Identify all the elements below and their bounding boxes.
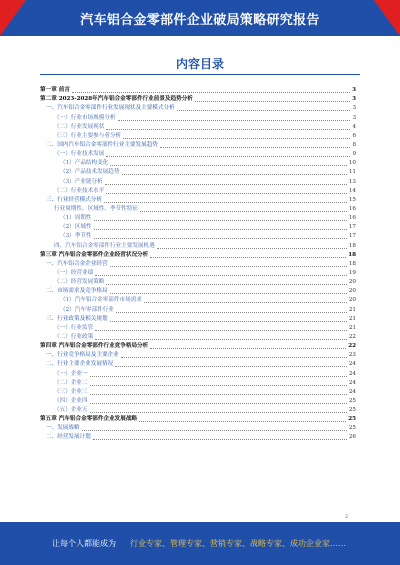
toc-entry-text: 三、行业政策及相关规划 (46, 315, 108, 322)
toc-leader-dots (144, 302, 347, 303)
toc-entry-page: 17 (348, 233, 356, 240)
toc-entry[interactable] (40, 159, 356, 168)
toc-entry-page: 21 (348, 315, 356, 322)
toc-entry-page: 15 (348, 196, 356, 203)
toc-entry[interactable] (40, 196, 356, 205)
toc-entry-text: （1）汽车铝合金零部件市场需求 (60, 297, 142, 304)
toc-entry[interactable] (40, 123, 356, 132)
toc-leader-dots (150, 348, 346, 349)
toc-entry[interactable] (40, 406, 356, 415)
toc-leader-dots (90, 385, 347, 386)
toc-entry-page: 13 (348, 178, 356, 185)
toc-leader-dots (139, 421, 346, 422)
toc-leader-dots (157, 248, 347, 249)
toc-entry-page: 19 (348, 269, 356, 276)
header-right-stripe (374, 0, 400, 36)
toc-entry-text: （一）经营业绩 (54, 269, 94, 276)
toc-entry-page: 24 (348, 388, 356, 395)
toc-leader-dots (90, 376, 347, 377)
toc-entry-page: 18 (348, 242, 356, 249)
toc-entry[interactable] (40, 187, 356, 196)
toc-entry[interactable] (40, 214, 356, 223)
toc-title: 内容目录 (175, 57, 224, 71)
toc-entry-page: 16 (348, 215, 356, 222)
toc-entry-page: 3 (352, 87, 356, 94)
toc-leader-dots (110, 165, 347, 166)
toc-divider (40, 74, 360, 75)
toc-entry-text: （一）行业市场规模分析 (54, 114, 116, 121)
toc-leader-dots (104, 202, 347, 203)
toc-entry[interactable] (40, 351, 356, 360)
toc-leader-dots (150, 257, 346, 258)
toc-entry-page: 17 (348, 224, 356, 231)
toc-leader-dots (177, 110, 351, 111)
toc-leader-dots (121, 357, 347, 358)
toc-entry[interactable] (40, 251, 356, 260)
toc-entry[interactable] (40, 113, 356, 122)
toc-entry-text: 四、汽车铝合金零部件行业主要发展机遇 (54, 242, 155, 249)
toc-leader-dots (94, 238, 347, 239)
toc-entry[interactable] (40, 424, 356, 433)
toc-entry[interactable] (40, 287, 356, 296)
toc-leader-dots (110, 293, 347, 294)
toc-entry[interactable] (40, 241, 356, 250)
toc-leader-dots (106, 156, 350, 157)
toc-entry[interactable] (40, 333, 356, 342)
toc-entry-text: 第四章 汽车铝合金零部件行业竞争格局分析 (40, 343, 149, 350)
toc-entry-page: 22 (348, 343, 356, 350)
toc-entry[interactable] (40, 388, 356, 397)
toc-leader-dots (116, 312, 347, 313)
header-left-stripe (0, 0, 26, 36)
toc-entry-text: （一）行业监管 (54, 324, 94, 331)
toc-entry[interactable] (40, 205, 356, 214)
toc-leader-dots (106, 129, 350, 130)
toc-entry-page: 25 (348, 416, 356, 423)
toc-entry-page: 23 (348, 352, 356, 359)
toc-entry-text: （二）经营发展策略 (54, 279, 105, 286)
toc-leader-dots (82, 430, 347, 431)
toc-entry-text: 二、行业主要企业发展情况 (46, 361, 114, 368)
toc-entry-page: 3 (352, 96, 356, 103)
toc-entry-text: 一、汽车铝合金零部件行业发展现状及主要模式分析 (46, 105, 175, 112)
toc-leader-dots (118, 120, 351, 121)
toc-entry-text: 二、市场需求及竞争格局 (46, 288, 108, 295)
toc-entry-page: 18 (348, 260, 356, 267)
toc-entry-text: （1）周期性 (60, 215, 92, 222)
toc-entry-text: 二、经营发展计划 (46, 434, 91, 441)
toc-entry[interactable] (40, 232, 356, 241)
toc-entry-text: （三）行业主要参与者分析 (54, 132, 122, 139)
toc-entry-text: （二）行业发展现状 (54, 123, 105, 130)
toc-leader-dots (123, 138, 350, 139)
toc-entry[interactable] (40, 342, 356, 351)
toc-entry-text: （二）行业技术水平 (54, 187, 105, 194)
toc-entry[interactable] (40, 150, 356, 159)
toc-entry-text: （四）企业四 (54, 397, 88, 404)
toc-entry-page: 21 (348, 324, 356, 331)
table-of-contents (40, 86, 356, 442)
toc-entry[interactable] (40, 223, 356, 232)
toc-entry-page: 8 (352, 141, 356, 148)
toc-leader-dots (90, 403, 347, 404)
toc-entry-text: 行业周期性、区域性、季节性特征 (54, 205, 138, 212)
footer-slogan-left: 让每个人都能成为 (52, 539, 116, 548)
toc-entry[interactable] (40, 86, 356, 95)
toc-entry[interactable] (40, 415, 356, 424)
toc-entry[interactable] (40, 260, 356, 269)
toc-entry-text: 第五章 汽车铝合金零部件企业发展战略 (40, 416, 138, 423)
toc-entry-text: 二、国内汽车铝合金零部件行业主要发展趋势 (46, 141, 158, 148)
toc-entry-text: （五）企业五 (54, 407, 88, 414)
toc-entry-page: 4 (352, 123, 356, 130)
toc-entry-page: 16 (348, 205, 356, 212)
toc-entry-page: 20 (348, 297, 356, 304)
footer-slogan-right: 行业专家、管理专家、营销专家、战略专家、成功企业家…… (130, 539, 346, 548)
toc-leader-dots (106, 193, 347, 194)
toc-entry-text: （2）区域性 (60, 224, 92, 231)
toc-entry[interactable] (40, 433, 356, 442)
toc-leader-dots (160, 147, 351, 148)
toc-entry-text: 一、行业竞争格局及主要企业 (46, 352, 119, 359)
toc-entry[interactable] (40, 168, 356, 177)
toc-entry-page: 9 (352, 151, 356, 158)
page-number: 2 (345, 514, 349, 520)
toc-entry-text: （2）汽车零部件行业 (60, 306, 114, 313)
toc-entry[interactable] (40, 141, 356, 150)
toc-entry-page: 25 (348, 425, 356, 432)
toc-entry-text: 三、行业经营模式分析 (46, 196, 102, 203)
report-header-bar (0, 0, 400, 36)
toc-leader-dots (106, 284, 347, 285)
toc-entry-text: （二）企业二 (54, 379, 88, 386)
toc-entry-text: 一、汽车铝合金企业经营 (46, 260, 108, 267)
toc-leader-dots (90, 394, 347, 395)
toc-entry[interactable] (40, 104, 356, 113)
toc-entry[interactable] (40, 397, 356, 406)
toc-entry[interactable] (40, 269, 356, 278)
toc-leader-dots (115, 366, 347, 367)
toc-entry-page: 24 (348, 370, 356, 377)
report-footer-bar (0, 522, 400, 565)
toc-entry[interactable] (40, 379, 356, 388)
toc-entry-page: 11 (348, 169, 356, 176)
toc-entry[interactable] (40, 95, 356, 104)
toc-entry-text: （1）产品结构变化 (60, 160, 109, 167)
toc-entry[interactable] (40, 132, 356, 141)
toc-entry-text: （二）行业政策 (54, 333, 94, 340)
report-title: 汽车铝合金零部件企业破局策略研究报告 (80, 12, 320, 28)
toc-entry[interactable] (40, 305, 356, 314)
toc-leader-dots (72, 92, 350, 93)
toc-leader-dots (93, 439, 347, 440)
toc-leader-dots (94, 229, 347, 230)
toc-entry[interactable] (40, 315, 356, 324)
toc-leader-dots (94, 220, 347, 221)
toc-leader-dots (110, 321, 347, 322)
toc-entry-page: 10 (348, 160, 356, 167)
toc-leader-dots (122, 174, 347, 175)
toc-entry-page: 20 (348, 279, 356, 286)
toc-entry-text: （3）产业链分析 (60, 178, 103, 185)
toc-entry[interactable] (40, 360, 356, 369)
toc-entry-page: 3 (352, 105, 356, 112)
toc-entry-text: 第三章 汽车铝合金零部件企业经营状况分析 (40, 251, 149, 258)
toc-entry-page: 26 (348, 434, 356, 441)
toc-entry[interactable] (40, 278, 356, 287)
toc-entry-page: 22 (348, 333, 356, 340)
toc-entry-text: （3）季节性 (60, 233, 92, 240)
toc-leader-dots (105, 184, 347, 185)
toc-entry-page: 24 (348, 379, 356, 386)
toc-entry-text: （2）产品技术发展趋势 (60, 169, 120, 176)
toc-entry-text: （一）行业技术发展 (54, 151, 105, 158)
toc-entry-page: 24 (348, 361, 356, 368)
toc-entry-page: 18 (348, 251, 356, 258)
toc-entry-page: 14 (348, 187, 356, 194)
toc-leader-dots (195, 101, 350, 102)
toc-entry[interactable] (40, 177, 356, 186)
toc-entry-page: 3 (352, 114, 356, 121)
toc-entry-page: 21 (348, 306, 356, 313)
toc-entry[interactable] (40, 369, 356, 378)
toc-entry[interactable] (40, 324, 356, 333)
toc-entry-page: 6 (352, 132, 356, 139)
toc-leader-dots (140, 211, 347, 212)
toc-entry-text: （三）企业三 (54, 388, 88, 395)
toc-entry[interactable] (40, 296, 356, 305)
toc-entry-page: 25 (348, 407, 356, 414)
toc-leader-dots (95, 275, 347, 276)
toc-leader-dots (95, 330, 347, 331)
toc-entry-text: 第一章 前言 (40, 87, 70, 94)
toc-entry-page: 20 (348, 288, 356, 295)
toc-entry-text: （一）企业一 (54, 370, 88, 377)
toc-leader-dots (110, 266, 347, 267)
toc-entry-text: 一、发展战略 (46, 425, 80, 432)
toc-entry-text: 第二章 2023-2028年汽车铝合金零部件行业前景及趋势分析 (40, 96, 193, 103)
toc-entry-page: 25 (348, 397, 356, 404)
toc-leader-dots (90, 412, 347, 413)
toc-leader-dots (95, 339, 347, 340)
